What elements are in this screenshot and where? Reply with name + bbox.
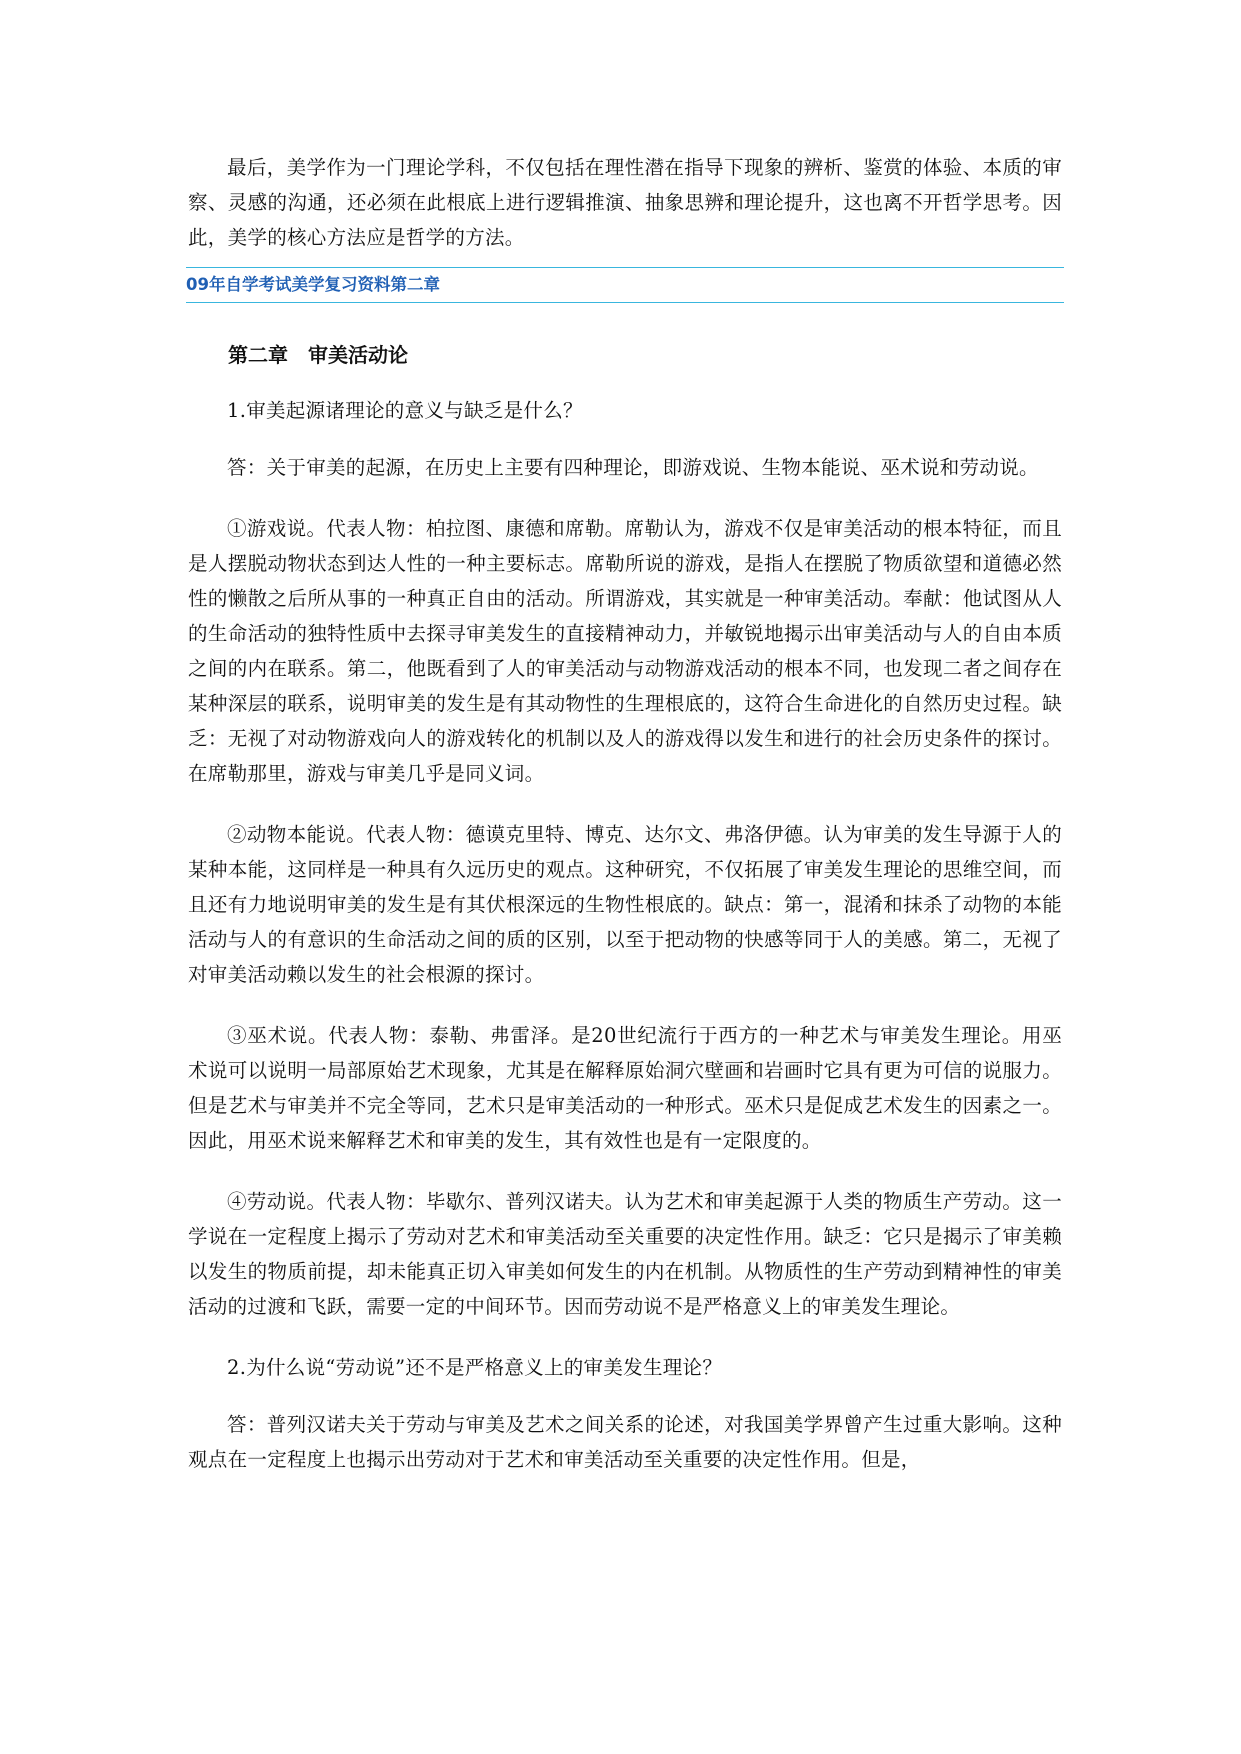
question-1: 1.审美起源诸理论的意义与缺乏是什么？ xyxy=(227,399,583,422)
answer-1-point-play-theory: ①游戏说。代表人物：柏拉图、康德和席勒。席勒认为，游戏不仅是审美活动的根本特征，而且是人摆脱动物状态到达人性的一种主要标志。席勒所说的游戏，是指人在摆脱了物质欲望和道德必然性的懒散之后所从事的一种真正自由的活动。所谓游戏，其实就是一种审美活动。奉献：他试图从人的生命活动的独特性质中去探寻审美发生的直接精神动力，并敏锐地揭示出审美活动与人的自由本质之间的内在联系。第二，他既看到了人的审美活动与动物游戏活动的根本不同，也发现二者之间存在某种深层的联系，说明审美的发生是有其动物性的生理根底的，这符合生命进化的自然历史过程。缺乏：无视了对动物游戏向人的游戏转化的机制以及人的游戏得以发生和进行的社会历史条件的探讨。在席勒那里，游戏与审美几乎是同义词。 xyxy=(188,517,1062,785)
answer-2: 答：普列汉诺夫关于劳动与审美及艺术之间关系的论述，对我国美学界曾产生过重大影响。这种观点在一定程度上也揭示出劳动对于艺术和审美活动至关重要的决定性作用。但是， xyxy=(188,1413,1062,1471)
question-2: 2.为什么说“劳动说”还不是严格意义上的审美发生理论？ xyxy=(227,1356,723,1379)
answer-1-point-magic-theory: ③巫术说。代表人物：泰勒、弗雷泽。是20世纪流行于西方的一种艺术与审美发生理论。用巫术说可以说明一局部原始艺术现象，尤其是在解释原始洞穴壁画和岩画时它具有更为可信的说服力。但是艺术与审美并不完全等同，艺术只是审美活动的一种形式。巫术只是促成艺术发生的因素之一。因此，用巫术说来解释艺术和审美的发生，其有效性也是有一定限度的。 xyxy=(188,1024,1062,1152)
document-content xyxy=(188,150,1062,1503)
intro-paragraph: 最后，美学作为一门理论学科，不仅包括在理性潜在指导下现象的辨析、鉴赏的体验、本质的审察、灵感的沟通，还必须在此根底上进行逻辑推演、抽象思辨和理论提升，这也离不开哲学思考。因此，美学的核心方法应是哲学的方法。 xyxy=(188,156,1062,249)
section-heading: 09年自学考试美学复习资料第二章 xyxy=(186,275,440,294)
section-heading-banner xyxy=(186,267,1064,303)
chapter-title: 第二章 审美活动论 xyxy=(228,343,408,367)
answer-1-point-labor-theory: ④劳动说。代表人物：毕歇尔、普列汉诺夫。认为艺术和审美起源于人类的物质生产劳动。这一学说在一定程度上揭示了劳动对艺术和审美活动至关重要的决定性作用。缺乏：它只是揭示了审美赖以发生的物质前提，却未能真正切入审美如何发生的内在机制。从物质性的生产劳动到精神性的审美活动的过渡和飞跃，需要一定的中间环节。因而劳动说不是严格意义上的审美发生理论。 xyxy=(188,1190,1062,1318)
answer-1-intro: 答：关于审美的起源，在历史上主要有四种理论，即游戏说、生物本能说、巫术说和劳动说。 xyxy=(227,456,1039,479)
answer-1-point-instinct-theory: ②动物本能说。代表人物：德谟克里特、博克、达尔文、弗洛伊德。认为审美的发生导源于人的某种本能，这同样是一种具有久远历史的观点。这种研究，不仅拓展了审美发生理论的思维空间，而且还有力地说明审美的发生是有其伏根深远的生物性根底的。缺点：第一，混淆和抹杀了动物的本能活动与人的有意识的生命活动之间的质的区别，以至于把动物的快感等同于人的美感。第二，无视了对审美活动赖以发生的社会根源的探讨。 xyxy=(188,823,1062,986)
